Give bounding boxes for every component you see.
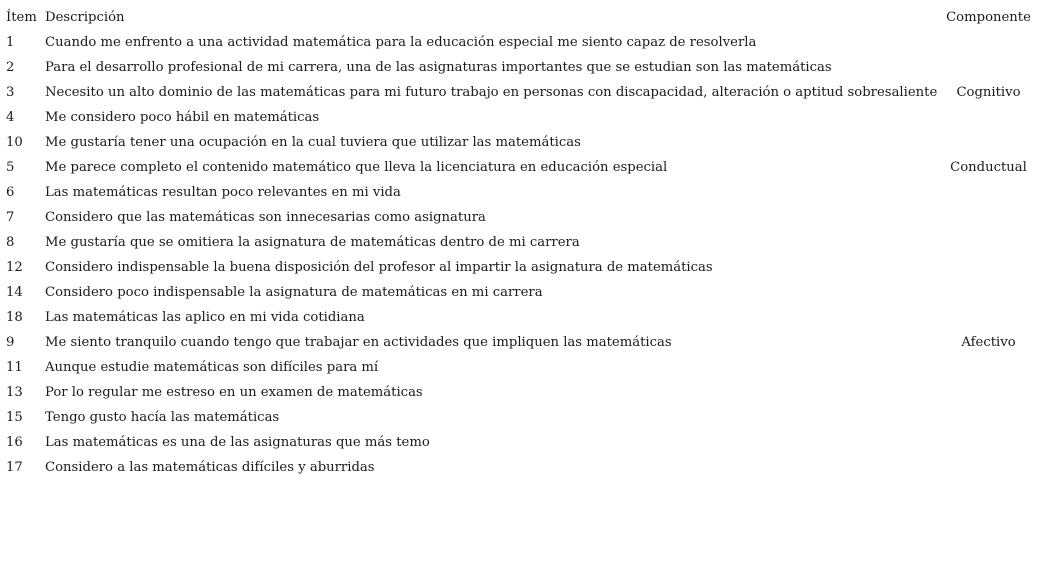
header-row [0,5,1038,30]
item-component [939,230,1038,255]
item-component: Cognitivo [956,85,1021,100]
item-description: Me parece completo el contenido matemático que lleva la licenciatura en educación especial [45,160,668,175]
item-number: 18 [6,310,23,325]
item-number: 11 [6,360,23,375]
item-component [939,455,1038,480]
item-component [939,255,1038,280]
table-row [0,455,1038,480]
item-number: 16 [6,435,23,450]
item-component [939,130,1038,155]
item-description: Tengo gusto hacía las matemáticas [45,410,280,425]
item-description: Las matemáticas es una de las asignaturas que más temo [45,435,430,450]
item-number: 7 [6,210,15,225]
header-component: Componente [946,10,1031,25]
item-component [939,430,1038,455]
item-component [939,405,1038,430]
item-number: 2 [6,60,15,75]
item-description: Me gustaría tener una ocupación en la cual tuviera que utilizar las matemáticas [45,135,581,150]
item-number: 15 [6,410,23,425]
item-number: 3 [6,85,15,100]
table-row [0,130,1038,155]
table-row [0,355,1038,380]
table-row [0,105,1038,130]
table-row [0,155,1038,180]
item-component [939,105,1038,130]
item-number: 8 [6,235,15,250]
item-component [939,380,1038,405]
item-description: Las matemáticas resultan poco relevantes en mi vida [45,185,401,200]
table-row [0,430,1038,455]
item-component: Afectivo [961,335,1016,350]
header-description: Descripción [45,10,125,25]
table-row [0,380,1038,405]
table-row [0,305,1038,330]
item-number: 10 [6,135,23,150]
item-number: 14 [6,285,23,300]
item-component [939,355,1038,380]
table-row [0,280,1038,305]
item-description: Considero indispensable la buena disposición del profesor al impartir la asignatura de matemáticas [45,260,713,275]
item-description: Aunque estudie matemáticas son difíciles para mí [45,360,379,375]
table-row [0,205,1038,230]
table-header [0,5,1038,30]
item-number: 17 [6,460,23,475]
item-number: 12 [6,260,23,275]
table-row [0,30,1038,55]
item-component [939,305,1038,330]
table-body [0,30,1038,480]
item-description: Por lo regular me estreso en un examen de matemáticas [45,385,423,400]
item-description: Considero que las matemáticas son innecesarias como asignatura [45,210,486,225]
header-item: Ítem [6,10,37,25]
table-row [0,330,1038,355]
table-row [0,55,1038,80]
table-row [0,405,1038,430]
item-component [939,280,1038,305]
table-row [0,180,1038,205]
item-description: Para el desarrollo profesional de mi carrera, una de las asignaturas importantes que se estudian son las matemáticas [45,60,832,75]
item-description: Necesito un alto dominio de las matemáticas para mi futuro trabajo en personas con discapacidad, alteración o aptitud sobresaliente [45,85,938,100]
table-row [0,80,1038,105]
item-description: Cuando me enfrento a una actividad matemática para la educación especial me siento capaz de resolverla [45,35,757,50]
item-number: 1 [6,35,15,50]
item-description: Las matemáticas las aplico en mi vida cotidiana [45,310,365,325]
item-component [939,55,1038,80]
table-row [0,230,1038,255]
item-description: Considero poco indispensable la asignatura de matemáticas en mi carrera [45,285,543,300]
table-row [0,255,1038,280]
item-description: Considero a las matemáticas difíciles y aburridas [45,460,375,475]
item-number: 5 [6,160,15,175]
item-component [939,30,1038,55]
item-number: 13 [6,385,23,400]
item-component: Conductual [950,160,1027,175]
item-number: 6 [6,185,15,200]
items-table [0,5,1038,480]
item-description: Me gustaría que se omitiera la asignatura de matemáticas dentro de mi carrera [45,235,580,250]
item-number: 9 [6,335,15,350]
item-component [939,180,1038,205]
item-component [939,205,1038,230]
item-description: Me siento tranquilo cuando tengo que trabajar en actividades que impliquen las matemáticas [45,335,672,350]
item-number: 4 [6,110,15,125]
item-description: Me considero poco hábil en matemáticas [45,110,320,125]
